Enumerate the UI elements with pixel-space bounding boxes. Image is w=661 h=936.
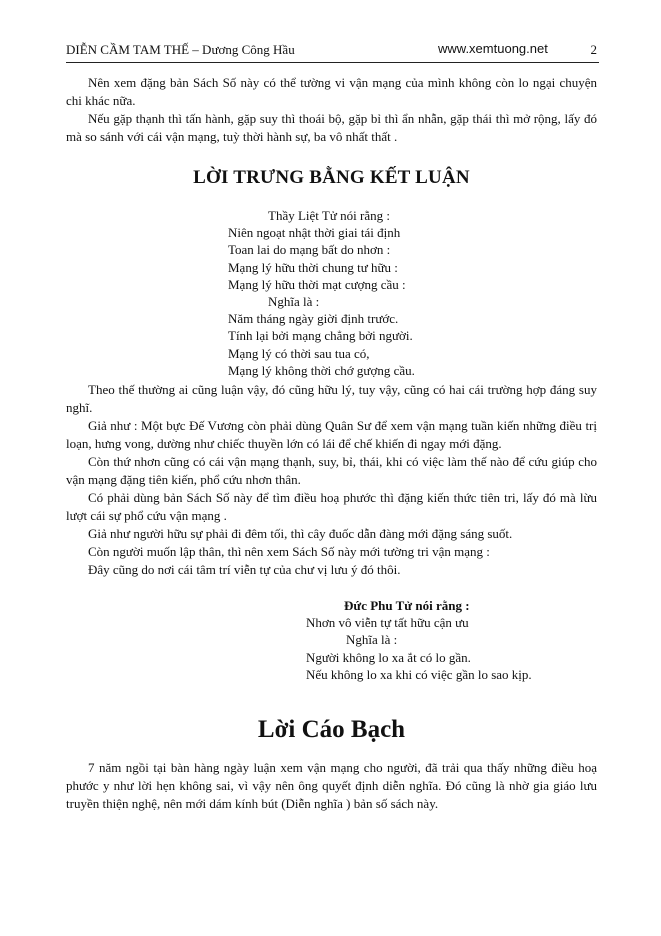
body-paragraph: Đây cũng do nơi cái tâm trí viễn tự của chư vị lưu ý đó thôi. <box>88 562 401 578</box>
section1-body <box>66 381 597 579</box>
quote-line: Nếu không lo xa khi có việc gần lo sao kịp. <box>306 666 532 682</box>
document-title: DIỄN CẦM TAM THẾ – Dương Công Hầu <box>66 42 295 57</box>
website-url[interactable]: www.xemtuong.net <box>438 41 548 56</box>
poem-line: Mạng lý không thời chớ gượng cầu. <box>228 362 415 378</box>
quote-line: Nhơn vô viễn tự tất hữu cận ưu <box>306 615 469 631</box>
poem-line: Tính lại bởi mạng chẳng bởi người. <box>228 328 413 344</box>
poem-line: Nghĩa là : <box>268 294 320 310</box>
poem-line: Mạng lý hữu thời mạt cượng cầu : <box>228 276 406 292</box>
page-header <box>66 40 599 63</box>
phu-tu-quote <box>306 597 597 683</box>
poem-line: Toan lai do mạng bất do nhơn : <box>228 242 391 258</box>
poem-line: Niên ngoạt nhật thời giai tái định <box>228 225 401 241</box>
section2-body <box>66 759 597 813</box>
section-heading-conclusion: LỜI TRƯNG BẰNG KẾT LUẬN <box>193 167 470 188</box>
quote-line: Đức Phu Tử nói rằng : <box>344 598 470 614</box>
section-heading-notice: Lời Cáo Bạch <box>257 716 406 744</box>
body-paragraph: Giả như người hữu sự phải đi đêm tối, thì cây đuốc dẫn đàng mới đặng sáng suốt. <box>88 526 513 542</box>
body-paragraph: 7 năm ngồi tại bàn hàng ngày luận xem vận mạng cho người, đã trải qua thấy những điều hoạ phước y như lời hẹn không sai, vì vậy nên ông quyết định diễn nghĩa. Đó cũng là nhờ gia giáo lưu truyền thiện nghệ, nên mới dám kính bút (Diễn nghĩa ) bản số sách này. <box>66 760 597 812</box>
intro-paragraph: Nên xem đặng bản Sách Số này có thể tường vi vận mạng của mình không còn lo ngại chuyện chi khác nữa. <box>66 75 597 108</box>
quote-line: Người không lo xa ắt có lo gần. <box>306 649 471 665</box>
poem-line: Năm tháng ngày giời định trước. <box>228 311 399 327</box>
body-paragraph: Theo thế thường ai cũng luận vậy, đó cũng hữu lý, tuy vậy, cũng có hai cái trường hợp đáng suy nghĩ. <box>66 382 597 416</box>
body-paragraph: Còn người muốn lập thân, thì nên xem Sách Số này mới tường tri vận mạng : <box>88 544 490 560</box>
poem-line: Thầy Liệt Tử nói rằng : <box>268 208 390 223</box>
liet-tu-poem <box>228 207 597 379</box>
poem-line: Mạng lý hữu thời chung tư hữu : <box>228 259 398 275</box>
body-paragraph: Còn thứ nhơn cũng có cái vận mạng thạnh, suy, bỉ, thái, khi có việc làm thế nào để cứu giúp cho vận mạng đặng tiên kiến, phổ cứu nhơn thân. <box>66 454 597 488</box>
intro-paragraph: Nếu gặp thạnh thì tấn hành, gặp suy thì thoái bộ, gặp bỉ thì ẩn nhẫn, gặp thái thì mở rộng, lấy đó mà so sánh với cái vận mạng, tuỳ thời hành sự, ba vô nhất thất . <box>66 111 597 144</box>
page-body <box>66 74 597 813</box>
poem-line: Mạng lý có thời sau tua có, <box>228 345 370 361</box>
quote-line: Nghĩa là : <box>346 632 398 648</box>
body-paragraph: Giả như : Một bực Đế Vương còn phải dùng Quân Sư để xem vận mạng tuần kiến những điều trị loạn, hưng vong, dường như chiếc thuyền lớn có lái để chế khiến đi ngay mới đặng. <box>66 418 597 452</box>
page-number: 2 <box>590 42 597 57</box>
body-paragraph: Có phải dùng bản Sách Số này để tìm điều hoạ phước thì đặng kiến thức tiên tri, lấy đó mà lừu lượt cái sự phổ cứu vận mạng . <box>66 490 597 524</box>
